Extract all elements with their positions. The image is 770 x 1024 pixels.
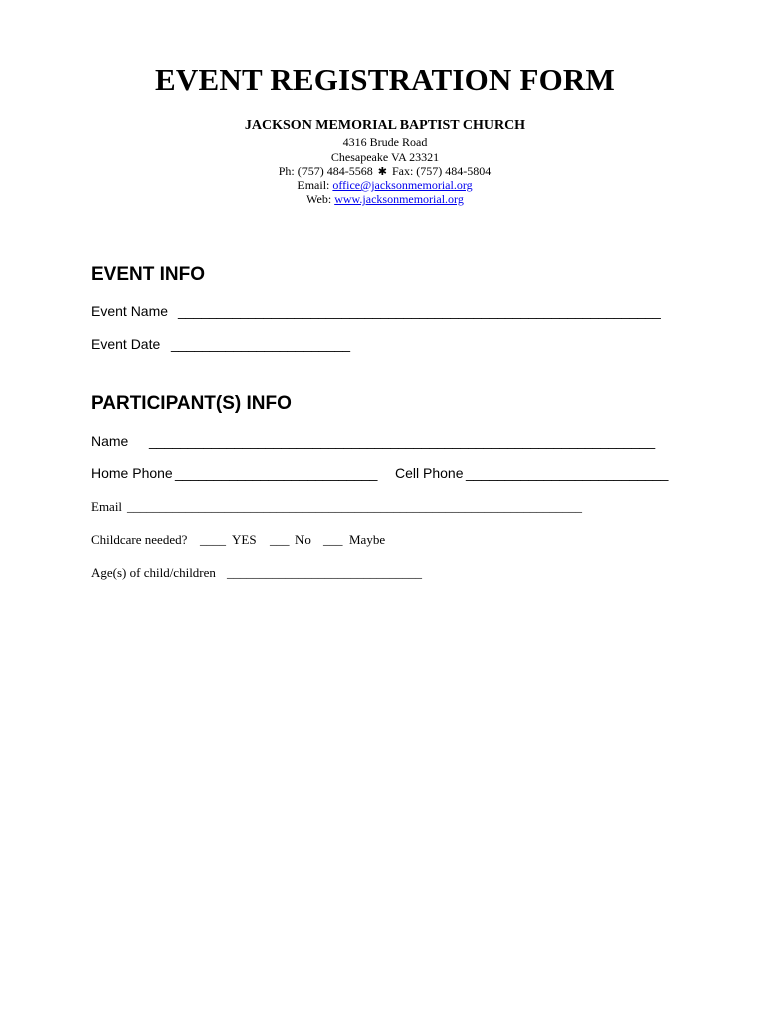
event-date-label: Event Date (91, 336, 161, 352)
name-label: Name (91, 433, 129, 449)
church-fax: Fax: (757) 484-5804 (391, 164, 492, 178)
home-phone-field[interactable]: __________________________ (175, 465, 378, 481)
event-name-label: Event Name (91, 303, 169, 319)
cell-phone-field[interactable]: __________________________ (466, 465, 669, 481)
church-email-label: Email: (297, 178, 333, 192)
cell-phone-label: Cell Phone (395, 465, 464, 481)
ages-label: Age(s) of child/children (91, 565, 216, 580)
childcare-label: Childcare needed? (91, 532, 188, 547)
home-phone-label: Home Phone (91, 465, 173, 481)
church-contact-line (0, 164, 770, 179)
childcare-maybe-option: Maybe (349, 532, 386, 547)
event-info-heading: EVENT INFO (91, 264, 206, 285)
event-name-field[interactable]: ______________________________________________________________ (178, 303, 661, 319)
church-web-line (0, 192, 770, 206)
church-name: JACKSON MEMORIAL BAPTIST CHURCH (244, 118, 526, 133)
participant-info-heading: PARTICIPANT(S) INFO (91, 393, 292, 414)
form-title: EVENT REGISTRATION FORM (155, 62, 615, 97)
childcare-yes-blank[interactable]: ____ (200, 532, 226, 547)
asterisk-icon: ✱ (377, 166, 387, 178)
email-label: Email (91, 499, 123, 514)
church-city: Chesapeake VA 23321 (330, 150, 440, 164)
church-email-line (0, 178, 770, 192)
childcare-yes-option: YES (232, 532, 257, 547)
name-field[interactable]: _________________________________________________________________ (149, 433, 656, 449)
church-street: 4316 Brude Road (342, 135, 428, 149)
childcare-no-option: No (295, 532, 311, 547)
event-date-field[interactable]: _______________________ (171, 336, 351, 352)
church-phone: Ph: (757) 484-5568 (278, 164, 373, 178)
email-field[interactable]: ______________________________________________________________________ (127, 499, 582, 514)
childcare-maybe-blank[interactable]: ___ (323, 532, 343, 547)
church-web-label: Web: (306, 192, 335, 206)
church-web-link[interactable]: www.jacksonmemorial.org (334, 192, 464, 206)
ages-field[interactable]: ______________________________ (227, 565, 422, 580)
childcare-no-blank[interactable]: ___ (270, 532, 290, 547)
church-email-link[interactable]: office@jacksonmemorial.org (332, 178, 473, 192)
